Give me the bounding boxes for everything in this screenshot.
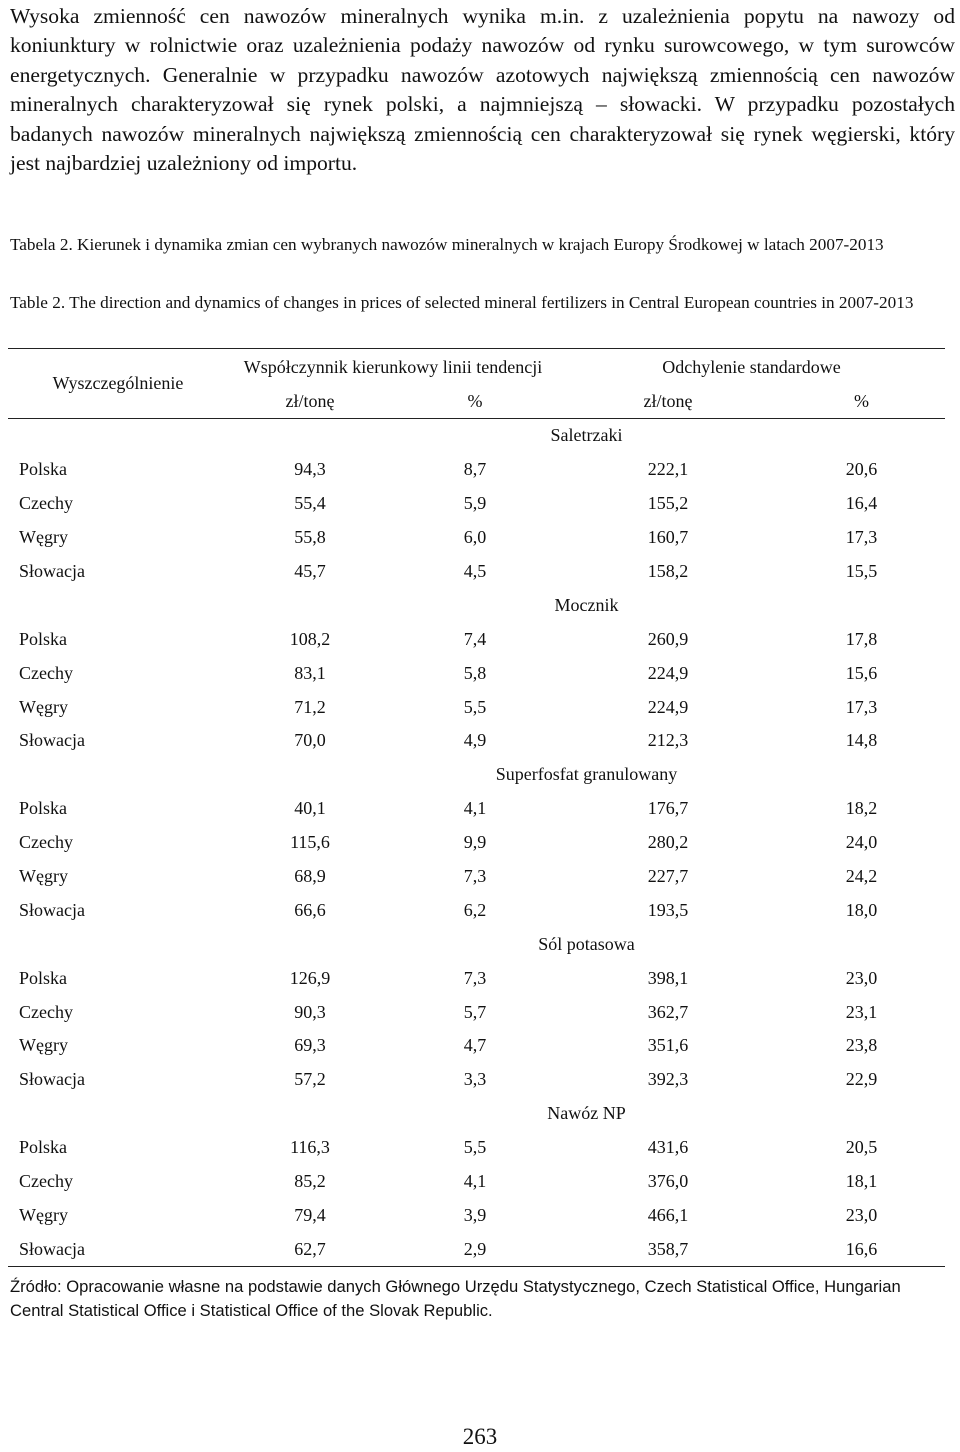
value-cell: 94,3 <box>294 459 326 480</box>
table-row <box>8 453 945 487</box>
value-cell: 14,8 <box>845 730 878 751</box>
value-cell: 6,0 <box>463 527 487 548</box>
fertilizer-price-table <box>8 348 945 1267</box>
table-row <box>8 860 945 894</box>
table-body <box>8 419 945 1267</box>
value-cell: 8,7 <box>463 459 487 480</box>
header-unit: zł/tonę <box>228 385 392 419</box>
header-row-groups <box>8 349 945 386</box>
caption-en-text: The direction and dynamics of changes in prices of selected mineral fertilizers in Central European countries in 2007-2013 <box>69 293 914 312</box>
table-row <box>8 1232 945 1266</box>
caption-pl-label: Tabela 2. <box>10 235 73 254</box>
value-cell: 5,5 <box>463 1137 487 1158</box>
value-cell: 5,8 <box>463 662 487 683</box>
table-row <box>8 1198 945 1232</box>
value-cell: 17,3 <box>845 527 878 548</box>
table-row <box>8 487 945 521</box>
value-cell: 16,6 <box>778 1232 945 1266</box>
value-cell: 68,9 <box>294 866 326 887</box>
caption-pl-text: Kierunek i dynamika zmian cen wybranych nawozów mineralnych w krajach Europy Środkowej w latach 2007-2013 <box>77 235 884 254</box>
value-cell: 158,2 <box>647 561 689 581</box>
value-cell: 18,2 <box>845 798 878 819</box>
value-cell: 79,4 <box>294 1204 326 1225</box>
section-row <box>8 758 945 792</box>
value-cell: 358,7 <box>558 1232 778 1266</box>
page-number: 263 <box>462 1424 498 1449</box>
value-cell: 69,3 <box>294 1035 326 1056</box>
value-cell: 20,5 <box>845 1137 878 1158</box>
country-cell: Węgry <box>19 866 68 887</box>
header-group-stddev: Odchylenie standardowe <box>558 349 945 386</box>
value-cell: 45,7 <box>294 561 326 581</box>
value-cell: 5,5 <box>463 696 487 717</box>
section-title: Sól potasowa <box>538 933 635 954</box>
country-cell: Czechy <box>19 662 73 683</box>
value-cell: 57,2 <box>294 1069 326 1090</box>
table-row <box>8 622 945 656</box>
value-cell: 20,6 <box>845 459 878 480</box>
value-cell: 55,8 <box>294 527 326 548</box>
value-cell: 155,2 <box>647 493 689 514</box>
value-cell: 40,1 <box>294 798 326 819</box>
country-cell: Węgry <box>19 527 68 548</box>
country-cell: Polska <box>19 459 68 480</box>
table-row <box>8 521 945 555</box>
header-unit: zł/tonę <box>558 385 778 419</box>
value-cell: 7,3 <box>463 967 487 988</box>
country-cell: Polska <box>19 1137 68 1158</box>
table-row <box>8 961 945 995</box>
table-caption-en <box>10 291 945 315</box>
value-cell: 55,4 <box>294 493 326 514</box>
value-cell: 62,7 <box>228 1232 392 1266</box>
value-cell: 71,2 <box>294 696 326 717</box>
table-row <box>8 995 945 1029</box>
value-cell: 280,2 <box>647 832 689 853</box>
country-cell: Słowacja <box>8 1232 228 1266</box>
value-cell: 212,3 <box>647 730 689 751</box>
value-cell: 85,2 <box>294 1171 326 1192</box>
value-cell: 224,9 <box>647 662 689 683</box>
country-cell: Czechy <box>19 832 73 853</box>
country-cell: Węgry <box>19 1204 68 1225</box>
caption-en-label: Table 2. <box>10 293 66 312</box>
value-cell: 392,3 <box>647 1069 689 1090</box>
value-cell: 70,0 <box>294 730 326 751</box>
value-cell: 18,0 <box>845 899 878 920</box>
country-cell: Polska <box>19 628 68 649</box>
value-cell: 5,7 <box>463 1001 487 1022</box>
value-cell: 224,9 <box>647 696 689 717</box>
value-cell: 7,3 <box>463 866 487 887</box>
value-cell: 5,9 <box>463 493 487 514</box>
section-title: Superfosfat granulowany <box>495 764 678 785</box>
value-cell: 7,4 <box>463 628 487 649</box>
source-note: Źródło: Opracowanie własne na podstawie danych Głównego Urzędu Statystycznego, Czech Statistical Office, Hungarian Central Statistical Office i Statistical Office of the Slovak Republic. <box>10 1277 901 1320</box>
value-cell: 4,1 <box>463 798 487 819</box>
country-cell: Słowacja <box>19 730 85 751</box>
table-row <box>8 1063 945 1097</box>
value-cell: 362,7 <box>647 1001 689 1022</box>
country-cell: Czechy <box>19 493 73 514</box>
value-cell: 18,1 <box>845 1171 878 1192</box>
table-row <box>8 1029 945 1063</box>
table-row <box>8 690 945 724</box>
table-caption-pl <box>10 233 945 257</box>
country-cell: Słowacja <box>19 899 85 920</box>
value-cell: 24,0 <box>845 832 878 853</box>
value-cell: 115,6 <box>290 832 330 853</box>
value-cell: 66,6 <box>294 899 326 920</box>
value-cell: 4,7 <box>463 1035 487 1056</box>
table-row <box>8 826 945 860</box>
header-wyszczegolnienie: Wyszczególnienie <box>8 349 228 419</box>
value-cell: 2,9 <box>392 1232 558 1266</box>
section-spacer <box>8 588 228 622</box>
section-row <box>8 419 945 453</box>
section-row <box>8 588 945 622</box>
table-row <box>8 656 945 690</box>
country-cell: Węgry <box>19 696 68 717</box>
value-cell: 6,2 <box>463 899 487 920</box>
table-row <box>8 1165 945 1199</box>
header-unit: % <box>392 385 558 419</box>
country-cell: Czechy <box>19 1171 73 1192</box>
value-cell: 398,1 <box>647 967 689 988</box>
value-cell: 193,5 <box>647 899 689 920</box>
section-title: Saletrzaki <box>550 425 623 446</box>
value-cell: 376,0 <box>647 1171 689 1192</box>
header-group-trend: Współczynnik kierunkowy linii tendencji <box>228 349 558 386</box>
value-cell: 22,9 <box>845 1069 878 1090</box>
value-cell: 23,8 <box>845 1035 878 1056</box>
value-cell: 23,1 <box>845 1001 878 1022</box>
section-spacer <box>8 1097 228 1131</box>
value-cell: 431,6 <box>647 1137 689 1158</box>
value-cell: 90,3 <box>294 1001 326 1022</box>
value-cell: 176,7 <box>647 798 689 819</box>
country-cell: Słowacja <box>19 561 85 581</box>
value-cell: 24,2 <box>845 866 878 887</box>
body-paragraph: Wysoka zmienność cen nawozów mineralnych wynika m.in. z uzależnienia popytu na nawozy od koniunktury w rolnictwie oraz uzależnienia podaży nawozów od rynku surowcowego, w tym surowców energetycznych. Generalnie w przypadku nawozów azotowych największą zmiennością cen nawozów mineralnych charakteryzował się rynek polski, a najmniejszą – słowacki. W przypadku pozostałych badanych nawozów mineralnych największą zmiennością cen charakteryzował się rynek węgierski, który jest najbardziej uzależniony od importu. <box>10 4 955 176</box>
section-spacer <box>8 927 228 961</box>
country-cell: Polska <box>19 967 68 988</box>
value-cell: 15,5 <box>845 561 878 581</box>
country-cell: Polska <box>19 798 68 819</box>
section-spacer <box>8 758 228 792</box>
country-cell: Czechy <box>19 1001 73 1022</box>
value-cell: 83,1 <box>294 662 326 683</box>
value-cell: 23,0 <box>845 1204 878 1225</box>
value-cell: 15,6 <box>845 662 878 683</box>
table-row <box>8 893 945 927</box>
value-cell: 351,6 <box>647 1035 689 1056</box>
value-cell: 160,7 <box>647 527 689 548</box>
value-cell: 466,1 <box>647 1204 689 1225</box>
country-cell: Słowacja <box>19 1069 85 1090</box>
section-row <box>8 1097 945 1131</box>
section-title: Mocznik <box>554 594 619 615</box>
value-cell: 126,9 <box>289 967 331 988</box>
value-cell: 222,1 <box>647 459 689 480</box>
header-unit: % <box>778 385 945 419</box>
value-cell: 4,1 <box>463 1171 487 1192</box>
table-row <box>8 792 945 826</box>
value-cell: 116,3 <box>290 1137 330 1158</box>
value-cell: 4,5 <box>463 561 487 581</box>
section-spacer <box>8 419 228 453</box>
value-cell: 17,8 <box>845 628 878 649</box>
value-cell: 3,9 <box>463 1204 487 1225</box>
value-cell: 16,4 <box>845 493 878 514</box>
section-title: Nawóz NP <box>547 1103 626 1124</box>
value-cell: 17,3 <box>845 696 878 717</box>
value-cell: 4,9 <box>463 730 487 751</box>
value-cell: 9,9 <box>463 832 487 853</box>
value-cell: 108,2 <box>289 628 331 649</box>
value-cell: 260,9 <box>647 628 689 649</box>
section-row <box>8 927 945 961</box>
value-cell: 227,7 <box>647 866 689 887</box>
value-cell: 23,0 <box>845 967 878 988</box>
table-row <box>8 555 945 589</box>
table-row <box>8 1131 945 1165</box>
table-row <box>8 724 945 758</box>
country-cell: Węgry <box>19 1035 68 1056</box>
value-cell: 3,3 <box>463 1069 487 1090</box>
